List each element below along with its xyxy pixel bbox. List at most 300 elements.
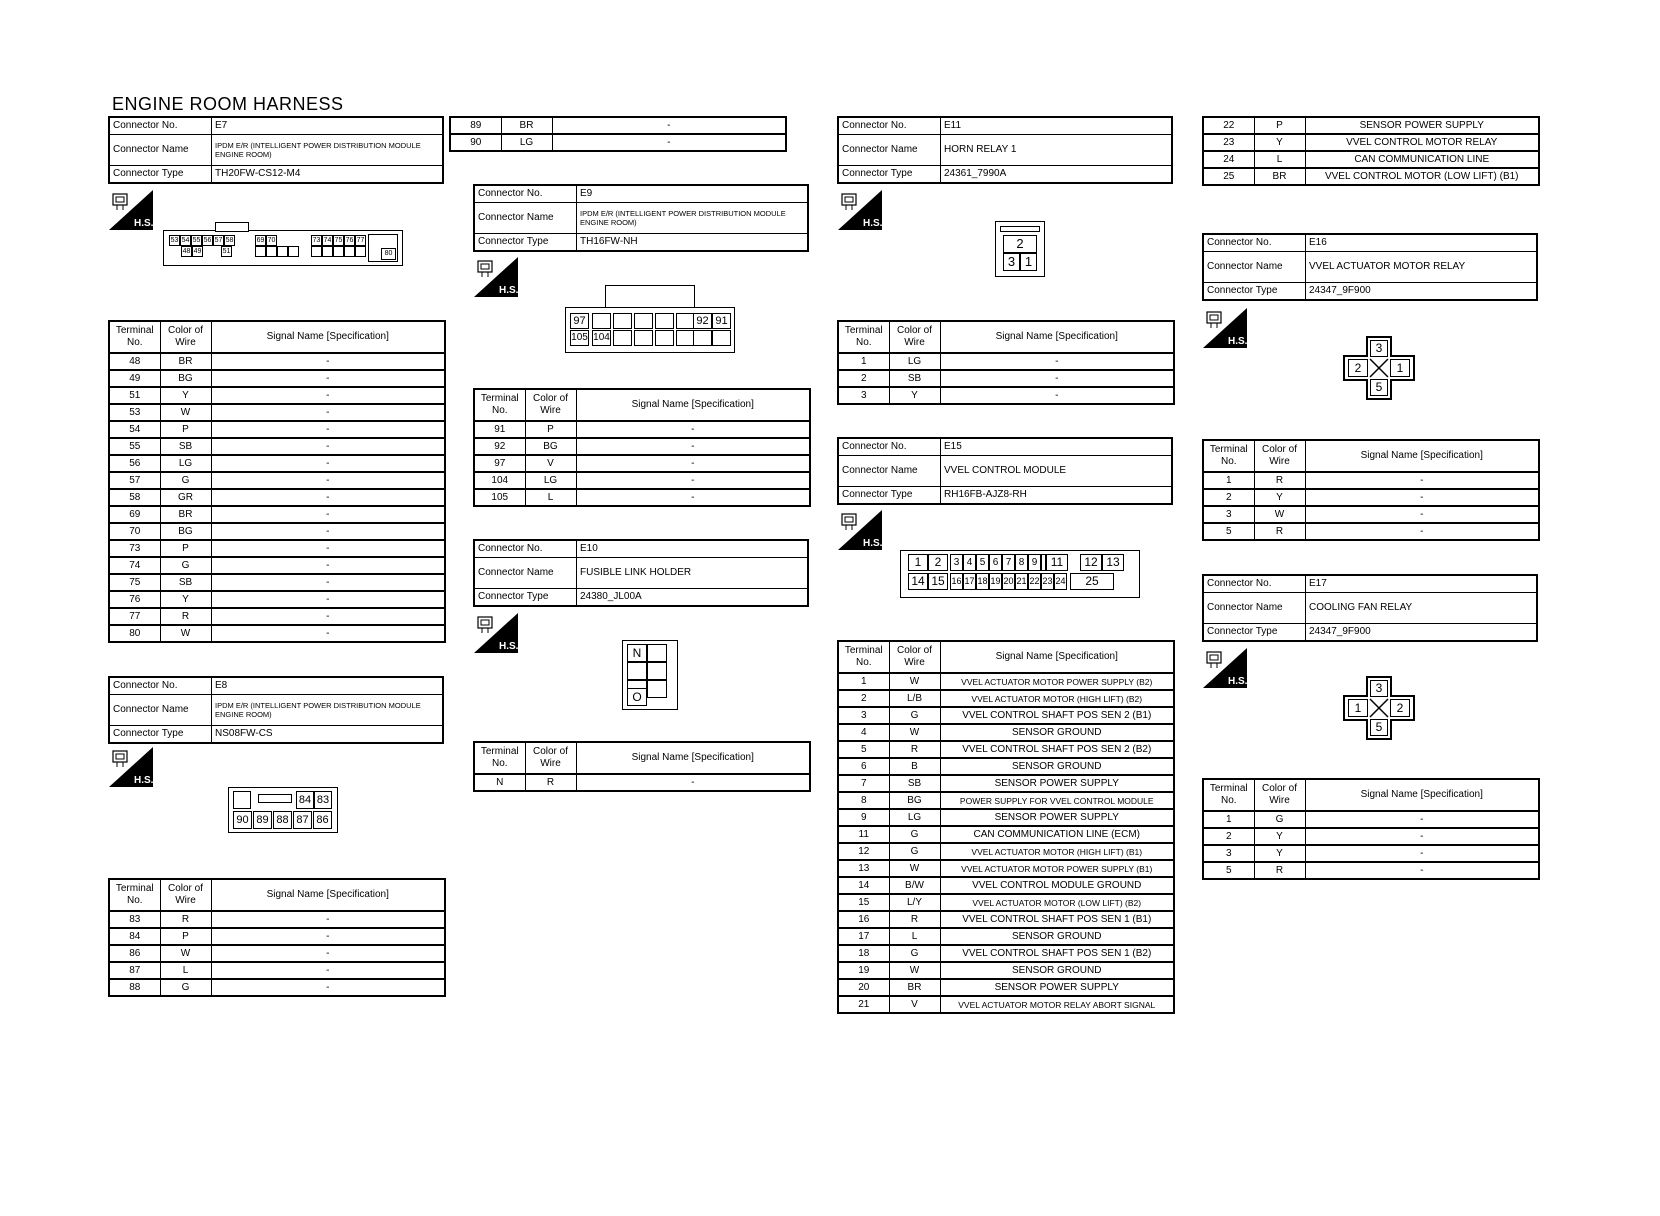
pin-cell: 1	[1390, 359, 1410, 377]
terminal-table-header	[109, 879, 445, 911]
header-signal-name: Signal Name [Specification]	[1305, 779, 1539, 811]
terminal-no: 4	[838, 724, 889, 741]
wire-color: W	[160, 404, 211, 421]
table-row	[838, 843, 1174, 860]
signal-name: -	[211, 353, 445, 370]
header-color-of-wire: Color of Wire	[160, 879, 211, 911]
table-row	[109, 370, 445, 387]
table-row	[474, 489, 810, 506]
terminal-no: 56	[109, 455, 160, 472]
terminal-table-header	[474, 389, 810, 421]
signal-name: -	[1305, 506, 1539, 523]
table-row	[109, 962, 445, 979]
table-row	[474, 421, 810, 438]
info-label: Connector Type	[474, 234, 577, 252]
signal-name: -	[940, 353, 1174, 370]
terminal-no: 80	[109, 625, 160, 642]
wire-color: B/W	[889, 877, 940, 894]
info-label: Connector Type	[1203, 624, 1306, 642]
terminal-table-e15	[1202, 116, 1540, 186]
signal-name: -	[211, 979, 445, 996]
wire-color: W	[1254, 506, 1305, 523]
connector-type: TH16FW-NH	[577, 234, 809, 252]
wire-color: LG	[525, 472, 576, 489]
table-row	[838, 690, 1174, 707]
table-row	[1203, 151, 1539, 168]
header-color-of-wire: Color of Wire	[525, 389, 576, 421]
connector-no: E16	[1306, 234, 1538, 252]
info-label: Connector Type	[474, 589, 577, 607]
info-row	[838, 135, 1172, 166]
info-label: Connector No.	[1203, 234, 1306, 252]
connector-no: E10	[577, 540, 809, 558]
pin-cell: 58	[225, 237, 234, 244]
signal-name: SENSOR GROUND	[940, 758, 1174, 775]
table-row	[109, 608, 445, 625]
connector-info-e9	[473, 184, 809, 252]
pin-cell	[333, 246, 344, 257]
hs-harness-side-icon	[474, 257, 518, 297]
terminal-table-e15	[837, 640, 1175, 1014]
signal-name: -	[211, 945, 445, 962]
terminal-no: 19	[838, 962, 889, 979]
signal-name: -	[211, 608, 445, 625]
hs-label: H.S.	[863, 218, 882, 229]
header-signal-name: Signal Name [Specification]	[211, 321, 445, 353]
connector-name: COOLING FAN RELAY	[1306, 593, 1538, 624]
wire-color: B	[889, 758, 940, 775]
terminal-no: 6	[838, 758, 889, 775]
wire-color: R	[1254, 523, 1305, 540]
header-signal-name: Signal Name [Specification]	[576, 389, 810, 421]
signal-name: -	[211, 928, 445, 945]
signal-name: -	[211, 962, 445, 979]
wire-color: SB	[160, 574, 211, 591]
signal-name: -	[1305, 811, 1539, 828]
terminal-no: 18	[838, 945, 889, 962]
pin-cell: 4	[963, 554, 976, 571]
signal-name: -	[211, 625, 445, 642]
terminal-no: 2	[1203, 489, 1254, 506]
info-label: Connector No.	[474, 540, 577, 558]
signal-name: -	[552, 117, 786, 134]
signal-name: VVEL CONTROL SHAFT POS SEN 2 (B1)	[940, 707, 1174, 724]
terminal-no: 2	[838, 690, 889, 707]
terminal-table-header	[1203, 779, 1539, 811]
info-row	[109, 726, 443, 744]
signal-name: -	[576, 455, 810, 472]
wire-color: SB	[889, 370, 940, 387]
terminal-no: 9	[838, 809, 889, 826]
terminal-no: 20	[838, 979, 889, 996]
terminal-no: 74	[109, 557, 160, 574]
terminal-no: 21	[838, 996, 889, 1013]
terminal-no: 76	[109, 591, 160, 608]
wire-color: Y	[1254, 828, 1305, 845]
pin-cell: 2	[1003, 235, 1037, 253]
signal-name: SENSOR POWER SUPPLY	[1305, 117, 1539, 134]
header-terminal-no: Terminal No.	[109, 879, 160, 911]
terminal-table-header	[838, 641, 1174, 673]
wire-color: LG	[889, 809, 940, 826]
pin-cell: 15	[928, 573, 948, 590]
terminal-no: 89	[450, 117, 501, 134]
signal-name: -	[1305, 862, 1539, 879]
info-row	[474, 558, 808, 589]
pin-cell: 8	[1015, 554, 1028, 571]
pin-cell: 17	[963, 573, 976, 590]
connector-type: TH20FW-CS12-M4	[212, 166, 444, 184]
pin-cell: 91	[712, 313, 731, 329]
info-row	[474, 540, 808, 558]
signal-name: -	[211, 387, 445, 404]
terminal-no: 69	[109, 506, 160, 523]
terminal-no: 13	[838, 860, 889, 877]
terminal-no: 58	[109, 489, 160, 506]
signal-name: VVEL CONTROL SHAFT POS SEN 2 (B2)	[940, 741, 1174, 758]
pin-cell: 1	[908, 554, 928, 571]
header-terminal-no: Terminal No.	[109, 321, 160, 353]
table-row	[109, 489, 445, 506]
signal-name: POWER SUPPLY FOR VVEL CONTROL MODULE	[940, 792, 1174, 809]
hs-label: H.S.	[499, 285, 518, 296]
info-row	[838, 166, 1172, 184]
wire-color: G	[160, 979, 211, 996]
info-label: Connector Type	[838, 166, 941, 184]
pin-cell: 87	[293, 811, 312, 829]
connector-diagram-e8	[228, 787, 338, 833]
wire-color: BG	[889, 792, 940, 809]
signal-name: -	[211, 370, 445, 387]
terminal-no: N	[474, 774, 525, 791]
pin-cell	[233, 791, 251, 809]
table-row	[838, 775, 1174, 792]
wire-color: BR	[160, 506, 211, 523]
info-row	[1203, 624, 1537, 642]
terminal-no: 70	[109, 523, 160, 540]
signal-name: VVEL ACTUATOR MOTOR (HIGH LIFT) (B2)	[940, 690, 1174, 707]
signal-name: VVEL ACTUATOR MOTOR RELAY ABORT SIGNAL	[940, 996, 1174, 1013]
wire-color: BG	[525, 438, 576, 455]
signal-name: -	[1305, 472, 1539, 489]
info-label: Connector Name	[109, 695, 212, 726]
pin-cell: 9	[1028, 554, 1041, 571]
signal-name: -	[1305, 845, 1539, 862]
table-row	[1203, 134, 1539, 151]
signal-name: -	[211, 911, 445, 928]
table-row	[109, 557, 445, 574]
connector-diagram-e17	[1343, 676, 1415, 740]
wire-color: P	[160, 928, 211, 945]
signal-name: SENSOR POWER SUPPLY	[940, 979, 1174, 996]
info-label: Connector Name	[474, 203, 577, 234]
pin-cell: 19	[989, 573, 1002, 590]
pin-cell: 5	[1370, 379, 1388, 396]
signal-name: -	[211, 472, 445, 489]
terminal-no: 88	[109, 979, 160, 996]
terminal-no: 49	[109, 370, 160, 387]
hs-label: H.S.	[134, 218, 153, 229]
pin-cell: 3	[1370, 680, 1388, 697]
info-row	[109, 695, 443, 726]
wire-color: W	[889, 724, 940, 741]
pin-cell: 88	[273, 811, 292, 829]
info-row	[474, 234, 808, 252]
info-row	[1203, 252, 1537, 283]
table-row	[838, 979, 1174, 996]
table-row	[109, 523, 445, 540]
connector-no: E11	[941, 117, 1173, 135]
hs-harness-side-icon	[838, 510, 882, 550]
table-row	[109, 574, 445, 591]
signal-name: -	[576, 472, 810, 489]
signal-name: -	[211, 421, 445, 438]
wire-color: R	[1254, 862, 1305, 879]
terminal-no: 12	[838, 843, 889, 860]
info-row	[838, 117, 1172, 135]
terminal-table-e8	[449, 116, 787, 152]
terminal-no: 8	[838, 792, 889, 809]
pin-cell: 56	[203, 237, 212, 244]
wire-color: Y	[889, 387, 940, 404]
signal-name: VVEL CONTROL MODULE GROUND	[940, 877, 1174, 894]
terminal-no: 22	[1203, 117, 1254, 134]
wire-color: BR	[889, 979, 940, 996]
terminal-table-header	[838, 321, 1174, 353]
table-row	[1203, 489, 1539, 506]
info-row	[109, 166, 443, 184]
wire-color: R	[160, 608, 211, 625]
terminal-no: 77	[109, 608, 160, 625]
pin-cell: 12	[1080, 554, 1102, 571]
terminal-no: 48	[109, 353, 160, 370]
connector-name: VVEL ACTUATOR MOTOR RELAY	[1306, 252, 1538, 283]
table-row	[1203, 523, 1539, 540]
wire-color: BG	[160, 370, 211, 387]
pin-cell: N	[627, 644, 647, 662]
terminal-no: 17	[838, 928, 889, 945]
terminal-table-e17	[1202, 778, 1540, 880]
pin-cell	[255, 246, 266, 257]
pin-cell: 25	[1070, 573, 1114, 590]
pin-cell: 74	[323, 237, 332, 244]
table-row	[109, 928, 445, 945]
table-row	[109, 625, 445, 642]
wire-color: Y	[1254, 845, 1305, 862]
pin-cell: 5	[976, 554, 989, 571]
pin-cell: 3	[1370, 340, 1388, 357]
pin-cell	[1041, 554, 1046, 571]
table-row	[838, 894, 1174, 911]
wire-color: P	[1254, 117, 1305, 134]
table-row	[838, 741, 1174, 758]
pin-cell: 22	[1028, 573, 1041, 590]
table-row	[474, 438, 810, 455]
pin-cell	[613, 313, 632, 329]
pin-cell	[712, 330, 731, 346]
terminal-no: 57	[109, 472, 160, 489]
terminal-no: 104	[474, 472, 525, 489]
hs-harness-side-icon	[109, 747, 153, 787]
hs-harness-side-icon	[109, 190, 153, 230]
pin-cell	[655, 313, 674, 329]
connector-info-e17	[1202, 574, 1538, 642]
table-row	[838, 809, 1174, 826]
wire-color: R	[160, 911, 211, 928]
wire-color: Y	[1254, 489, 1305, 506]
info-row	[838, 456, 1172, 487]
wire-color: G	[1254, 811, 1305, 828]
signal-name: -	[576, 438, 810, 455]
table-row	[109, 506, 445, 523]
wire-color: BR	[501, 117, 552, 134]
terminal-no: 5	[1203, 523, 1254, 540]
table-row	[838, 962, 1174, 979]
header-signal-name: Signal Name [Specification]	[1305, 440, 1539, 472]
wire-color: G	[160, 472, 211, 489]
pin-cell: 57	[214, 237, 223, 244]
signal-name: -	[211, 591, 445, 608]
table-row	[838, 945, 1174, 962]
hs-label: H.S.	[499, 641, 518, 652]
wire-color: R	[1254, 472, 1305, 489]
header-color-of-wire: Color of Wire	[160, 321, 211, 353]
terminal-no: 3	[838, 387, 889, 404]
terminal-no: 5	[1203, 862, 1254, 879]
wire-color: LG	[160, 455, 211, 472]
terminal-table-header	[109, 321, 445, 353]
pin-cell: 55	[192, 237, 201, 244]
terminal-no: 97	[474, 455, 525, 472]
page-title: ENGINE ROOM HARNESS	[112, 94, 344, 114]
connector-diagram-e10	[622, 640, 682, 710]
info-label: Connector Type	[838, 487, 941, 505]
pin-cell: 3	[1003, 253, 1020, 271]
connector-type: 24380_JL00A	[577, 589, 809, 607]
pin-cell: 77	[356, 237, 365, 244]
terminal-no: 55	[109, 438, 160, 455]
table-row	[450, 117, 786, 134]
hs-harness-side-icon	[1203, 648, 1247, 688]
info-row	[838, 487, 1172, 505]
table-row	[109, 455, 445, 472]
terminal-no: 92	[474, 438, 525, 455]
terminal-table-e9	[473, 388, 811, 507]
table-row	[838, 860, 1174, 877]
connector-name: VVEL CONTROL MODULE	[941, 456, 1173, 487]
table-row	[838, 826, 1174, 843]
info-label: Connector Name	[109, 135, 212, 166]
info-label: Connector Name	[1203, 593, 1306, 624]
terminal-no: 53	[109, 404, 160, 421]
table-row	[1203, 828, 1539, 845]
pin-cell: 92	[693, 313, 712, 329]
pin-cell: 70	[267, 237, 276, 244]
connector-latch	[1000, 226, 1040, 232]
connector-type: RH16FB-AJZ8-RH	[941, 487, 1173, 505]
pin-cell: 104	[592, 330, 611, 346]
terminal-no: 105	[474, 489, 525, 506]
signal-name: SENSOR POWER SUPPLY	[940, 809, 1174, 826]
pin-cell	[634, 313, 653, 329]
info-label: Connector Name	[838, 135, 941, 166]
pin-cell	[647, 680, 667, 698]
connector-info-e11	[837, 116, 1173, 184]
header-color-of-wire: Color of Wire	[525, 742, 576, 774]
connector-info-e15	[837, 437, 1173, 505]
table-row	[109, 979, 445, 996]
signal-name: -	[1305, 523, 1539, 540]
connector-type: 24347_9F900	[1306, 283, 1538, 301]
header-terminal-no: Terminal No.	[474, 389, 525, 421]
table-row	[474, 455, 810, 472]
signal-name: -	[1305, 489, 1539, 506]
info-row	[1203, 575, 1537, 593]
table-row	[838, 996, 1174, 1013]
terminal-no: 86	[109, 945, 160, 962]
table-row	[838, 911, 1174, 928]
pin-cell: 83	[314, 791, 332, 809]
hs-label: H.S.	[1228, 676, 1247, 687]
terminal-no: 54	[109, 421, 160, 438]
wire-color: BR	[160, 353, 211, 370]
pin-cell: 5	[1370, 719, 1388, 736]
header-color-of-wire: Color of Wire	[889, 641, 940, 673]
info-row	[838, 438, 1172, 456]
signal-name: VVEL ACTUATOR MOTOR POWER SUPPLY (B2)	[940, 673, 1174, 690]
wire-color: P	[160, 421, 211, 438]
pin-cell	[311, 246, 322, 257]
pin-cell: 84	[296, 791, 314, 809]
wire-color: R	[525, 774, 576, 791]
pin-cell	[344, 246, 355, 257]
pin-cell	[693, 330, 712, 346]
signal-name: SENSOR GROUND	[940, 928, 1174, 945]
table-row	[1203, 117, 1539, 134]
header-terminal-no: Terminal No.	[1203, 440, 1254, 472]
table-row	[474, 472, 810, 489]
info-label: Connector No.	[1203, 575, 1306, 593]
terminal-table-e16	[1202, 439, 1540, 541]
pin-cell: 7	[1002, 554, 1015, 571]
pin-cell: 3	[950, 554, 963, 571]
wire-color: Y	[1254, 134, 1305, 151]
table-row	[1203, 845, 1539, 862]
info-label: Connector Type	[109, 166, 212, 184]
pin-cell: 14	[908, 573, 928, 590]
table-row	[109, 387, 445, 404]
signal-name: CAN COMMUNICATION LINE (ECM)	[940, 826, 1174, 843]
terminal-no: 15	[838, 894, 889, 911]
pin-cell: 24	[1054, 573, 1067, 590]
wire-color: LG	[501, 134, 552, 151]
signal-name: -	[211, 489, 445, 506]
terminal-table-header	[474, 742, 810, 774]
info-label: Connector Type	[109, 726, 212, 744]
pin-cell	[655, 330, 674, 346]
signal-name: -	[552, 134, 786, 151]
terminal-no: 84	[109, 928, 160, 945]
info-label: Connector No.	[109, 117, 212, 135]
pin-cell	[266, 246, 277, 257]
info-row	[109, 135, 443, 166]
terminal-no: 91	[474, 421, 525, 438]
wire-color: V	[525, 455, 576, 472]
table-row	[838, 792, 1174, 809]
pin-cell: 76	[345, 237, 354, 244]
hs-label: H.S.	[863, 538, 882, 549]
pin-cell: 11	[1046, 554, 1068, 571]
